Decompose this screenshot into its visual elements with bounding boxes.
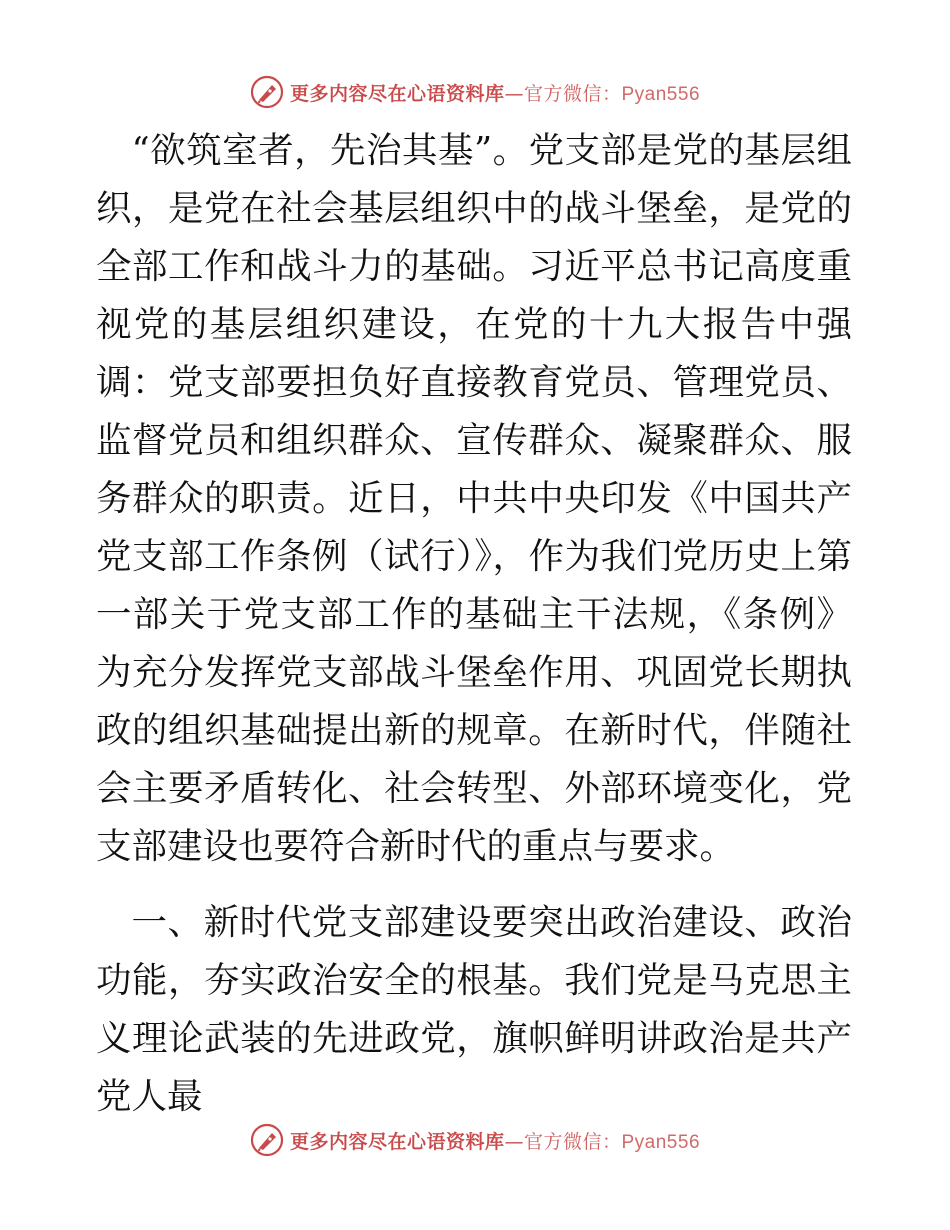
page-footer (0, 1120, 950, 1160)
pen-nib-logo-icon (250, 1123, 284, 1157)
paragraph-gap (96, 876, 852, 894)
footer-banner (250, 1123, 700, 1157)
page-header (0, 72, 950, 112)
header-separator: — (504, 82, 524, 105)
footer-wechat-label: 官方微信： (523, 1130, 622, 1153)
document-body (96, 122, 852, 1126)
header-wechat-label: 官方微信： (523, 82, 622, 105)
pen-nib-logo-icon (250, 75, 284, 109)
header-banner (250, 75, 700, 109)
footer-main-text: 更多内容尽在心语资料库 (289, 1130, 505, 1153)
body-paragraph-2: 一、新时代党支部建设要突出政治建设、政治功能，夯实政治安全的根基。我们党是马克思主义理论武装的先进政党，旗帜鲜明讲政治是共产党人最 (96, 902, 852, 1117)
header-wechat-id: Pyan556 (621, 83, 701, 105)
footer-banner-text (290, 1127, 700, 1154)
body-paragraph-1: “欲筑室者，先治其基”。党支部是党的基层组织，是党在社会基层组织中的战斗堡垒，是党的全部工作和战斗力的基础。习近平总书记高度重视党的基层组织建设，在党的十九大报告中强调：党支部要担负好直接教育党员、管理党员、监督党员和组织群众、宣传群众、凝聚群众、服务群众的职责。近日，中共中央印发《中国共产党支部工作条例（试行）》，作为我们党历史上第一部关于党支部工作的基础主干法规，《条例》为充分发挥党支部战斗堡垒作用、巩固党长期执政的组织基础提出新的规章。在新时代，伴随社会主要矛盾转化、社会转型、外部环境变化，党支部建设也要符合新时代的重点与要求。 (96, 130, 852, 867)
footer-wechat-id: Pyan556 (621, 1131, 701, 1153)
header-main-text: 更多内容尽在心语资料库 (289, 82, 505, 105)
footer-separator: — (504, 1130, 524, 1153)
header-banner-text (290, 79, 700, 106)
